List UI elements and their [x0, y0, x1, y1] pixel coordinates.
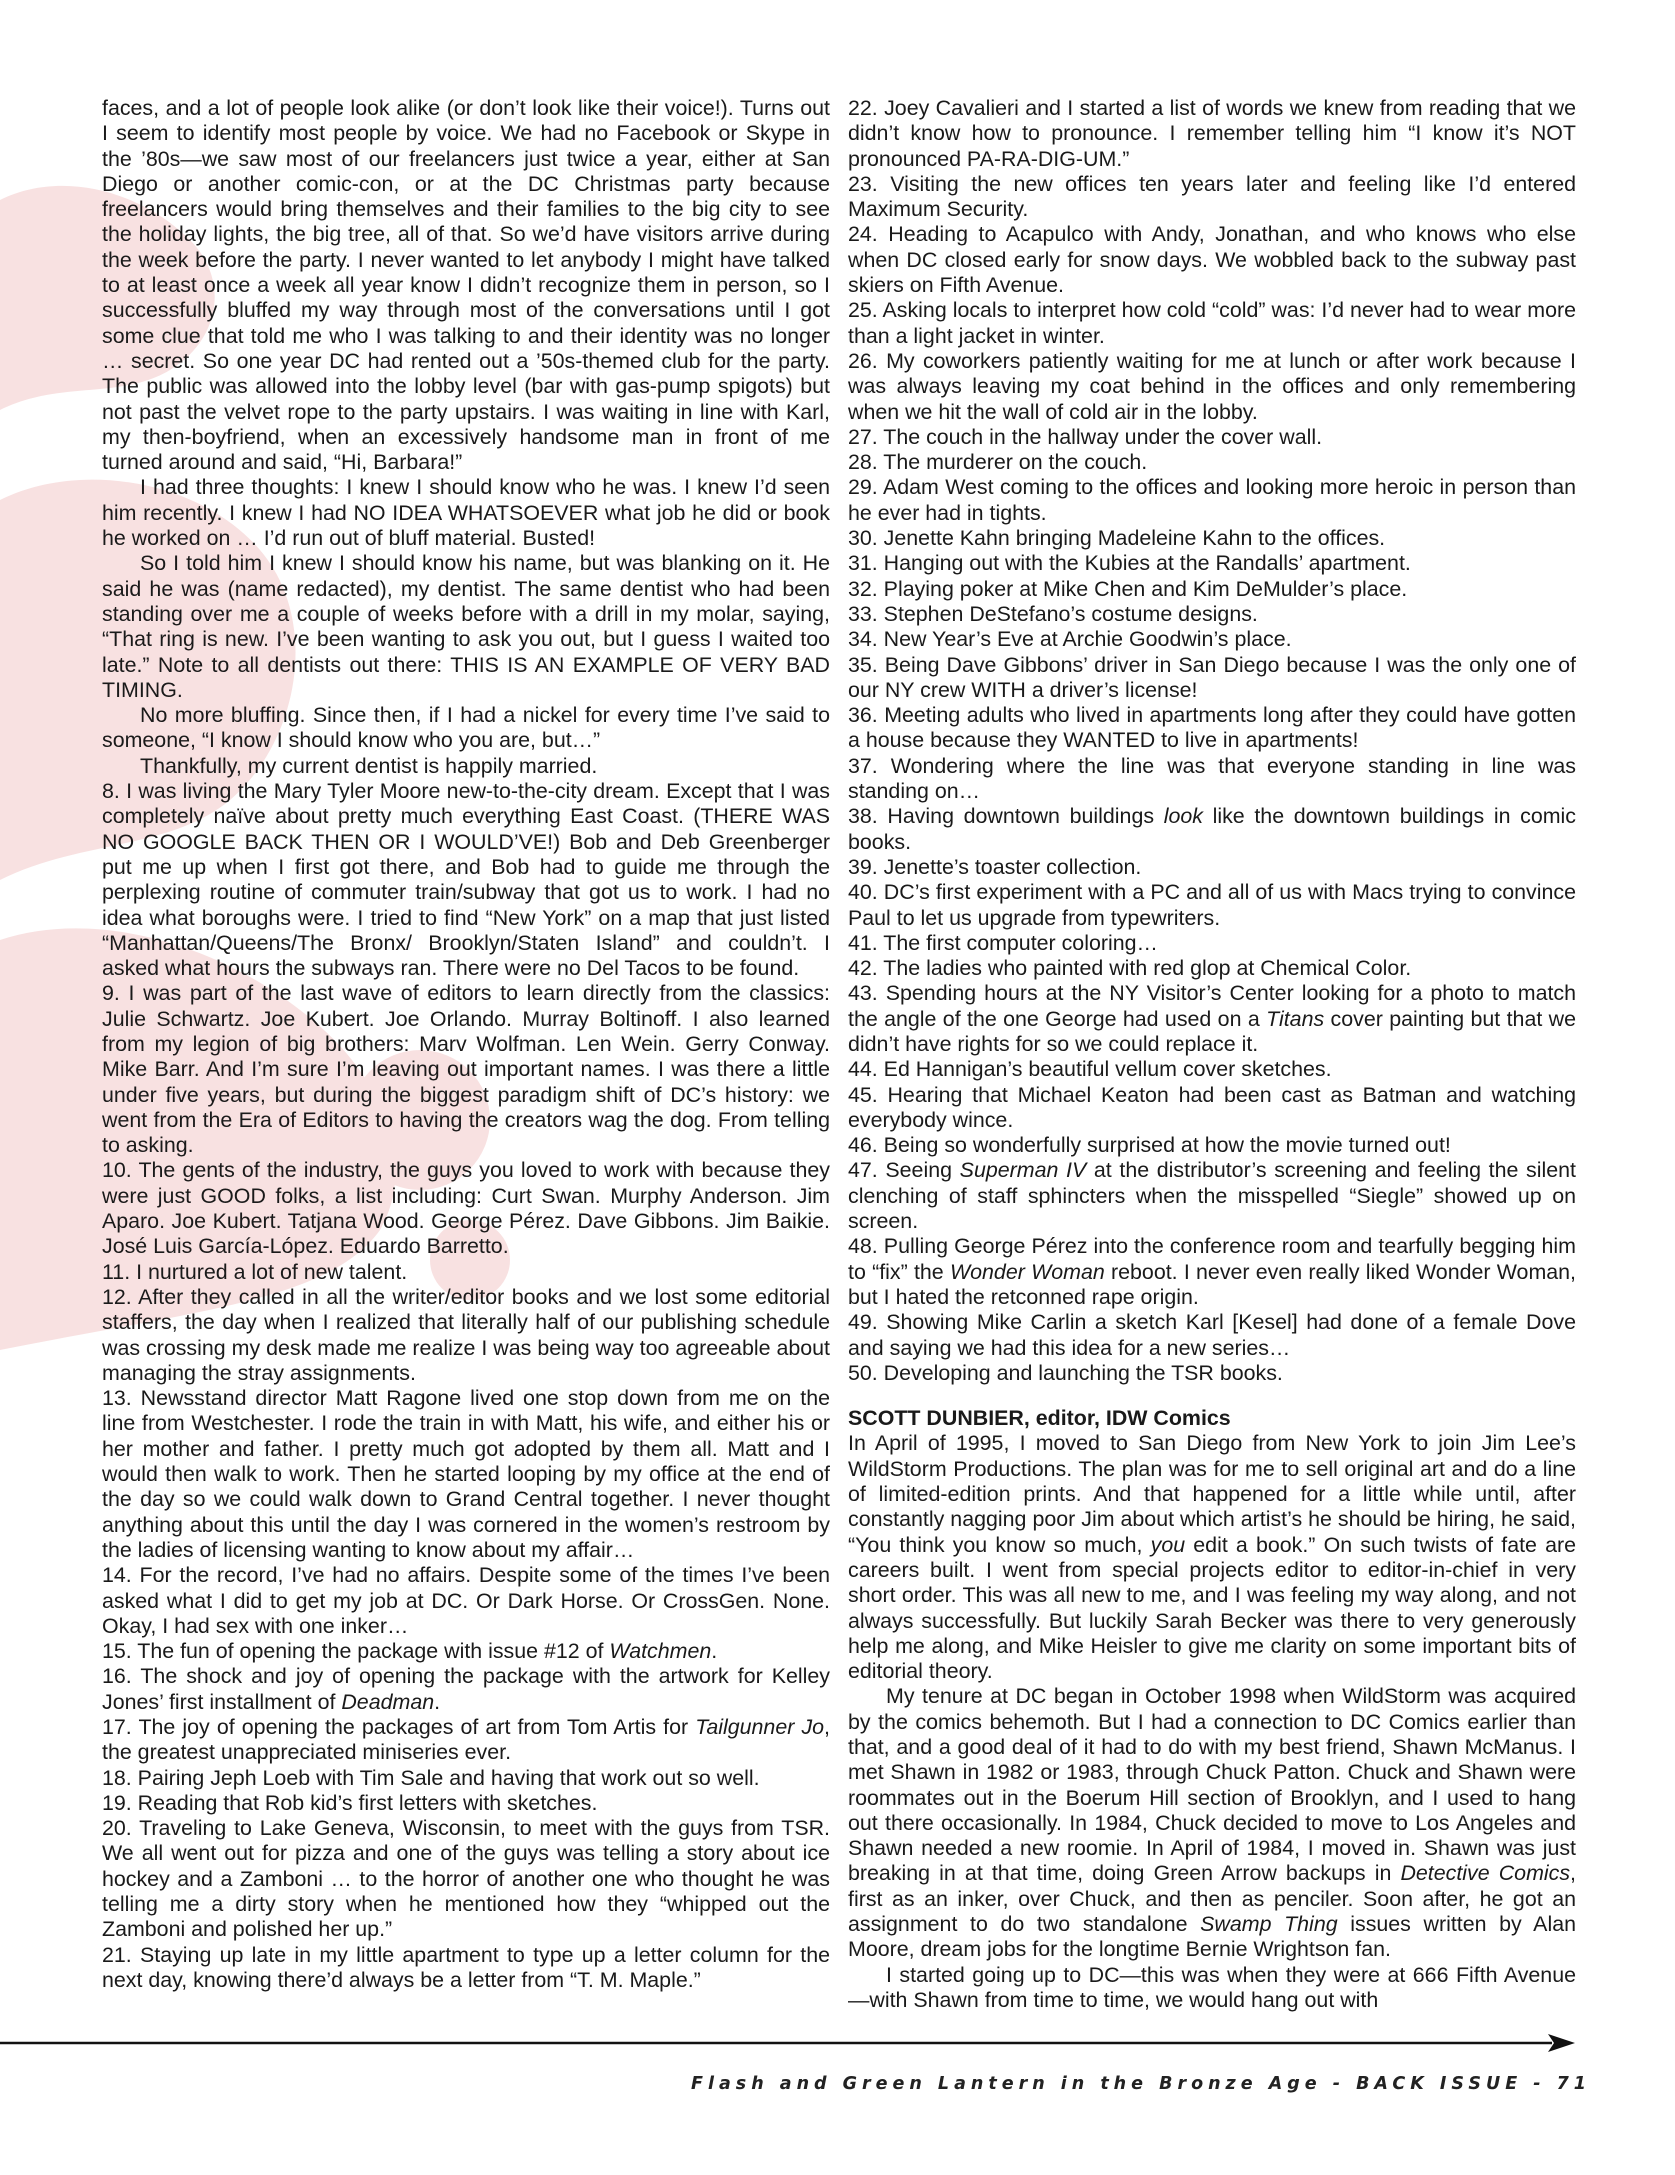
paragraph [102, 1639, 830, 1664]
italic-title: Titans [1266, 1006, 1325, 1031]
paragraph: 42. The ladies who painted with red glop at Chemical Color. [848, 956, 1412, 981]
paragraph: 13. Newsstand director Matt Ragone lived one stop down from me on the line from Westchester. I rode the train in with Matt, his wife, and either his or her mother and father. I pretty much got adopted by them all. Matt and I would then walk to work. Then he started looping by my office at the end of the day so we could walk down to Grand Central together. I never thought anything about this until the day I was cornered in the women’s restroom by the ladies of licensing wanting to know about my affair… [102, 1386, 830, 1562]
text-run: 38. Having downtown buildings [848, 804, 1164, 829]
paragraph: 20. Traveling to Lake Geneva, Wisconsin, to meet with the guys from TSR. We all went out for pizza and one of the guys was telling a story about ice hockey and a Zamboni … to the horror of another one who thought he was telling me a dirty story when he mentioned how they “whipped out the Zamboni and polished her up.” [102, 1816, 830, 1942]
paragraph: 26. My coworkers patiently waiting for me at lunch or after work because I was always leaving my coat behind in the offices and only remembering when we hit the wall of cold air in the lobby. [848, 348, 1576, 424]
text-run: at the distributor’s screening and feeling the silent clenching of staff sphincters when the misspelled “Siegle” showed up on screen. [848, 1158, 1576, 1234]
paragraph: 27. The couch in the hallway under the cover wall. [848, 424, 1323, 449]
paragraph: 23. Visiting the new offices ten years later and feeling like I’d entered Maximum Security. [848, 171, 1576, 222]
paragraph: 34. New Year’s Eve at Archie Goodwin’s place. [848, 627, 1292, 652]
paragraph: faces, and a lot of people look alike (or don’t look like their voice!). Turns out I seem to identify most people by voice. We had no Facebook or Skype in the ’80s—we saw most of our freelancers just twice a year, either at San Diego or another comic-con, or at the DC Christmas party because freelancers would bring themselves and their families to the big city to see the holiday lights, the big tree, all of that. So we’d have visitors arrive during the week before the party. I never wanted to let anybody I might have talked to at least once a week all year know I didn’t recognize them in person, so I successfully bluffed my way through most of the conversations until I got some clue that told me who I was talking to and their identity was no longer … secret. So one year DC had rented out a ’50s-themed club for the party. The public was allowed into the lobby level (bar with gas-pump spigots) but not past the velvet rope to the party upstairs. I was waiting in line with Karl, my then-boyfriend, when an excessively handsome man in front of me turned around and said, “Hi, Barbara!” [102, 96, 830, 475]
paragraph [848, 804, 1576, 855]
paragraph: 30. Jenette Kahn bringing Madeleine Kahn to the offices. [848, 526, 1386, 551]
paragraph: 8. I was living the Mary Tyler Moore new-to-the-city dream. Except that I was completely naïve about pretty much everything East Coast. (THERE WAS NO GOOGLE BACK THEN OR I WOULD’VE!) Bob and Deb Greenberger put me up when I first got there, and Bob had to guide me through the perplexing routine of commuter train/subway that got us to work. I had no idea what boroughs were. I tried to find “New York” on a map that just listed “Manhattan/Queens/The Bronx/ Brooklyn/Staten Island” and couldn’t. I asked what hours the subways ran. There were no Del Tacos to be found. [102, 779, 830, 981]
paragraph: 11. I nurtured a lot of new talent. [102, 1259, 408, 1284]
paragraph [848, 1684, 1576, 1962]
paragraph: 50. Developing and launching the TSR books. [848, 1360, 1283, 1385]
paragraph [102, 1715, 830, 1766]
text-run: 48. Pulling George Pérez into the conference room and tearfully begging him to “fix” the [848, 1234, 1576, 1284]
arrow-head-icon [1548, 2034, 1575, 2052]
paragraph: 39. Jenette’s toaster collection. [848, 854, 1142, 879]
right-column [848, 96, 1576, 2013]
text-run: 43. Spending hours at the NY Visitor’s Center looking for a photo to match the angle of the one George had used on a [848, 981, 1576, 1031]
paragraph: 24. Heading to Acapulco with Andy, Jonathan, and who knows who else when DC closed early for snow days. We wobbled back to the subway past skiers on Fifth Avenue. [848, 222, 1576, 298]
text-run: edit a book.” On such twists of fate are careers built. I went from special projects editor to editor-in-chief in very short order. This was all new to me, and I was feeling my way along, and not always successfully. But luckily Sarah Becker was there to very generously help me along, and Mike Heisler to give me clarity on some important bits of editorial theory. [848, 1532, 1577, 1684]
paragraph: 36. Meeting adults who lived in apartments long after they could have gotten a house because they WANTED to live in apartments! [848, 703, 1576, 753]
paragraph: 12. After they called in all the writer/editor books and we lost some editorial staffers, the day when I realized that literally half of our publishing schedule was crossing my desk made me realize I was being way too agreeable about managing the stray assignments. [102, 1284, 830, 1385]
paragraph: 10. The gents of the industry, the guys you loved to work with because they were just GOOD folks, a list including: Curt Swan. Murphy Anderson. Jim Aparo. Joe Kubert. Tatjana Wood. George Pérez. Dave Gibbons. Jim Baikie. José Luis García-López. Eduardo Barretto. [102, 1158, 830, 1259]
paragraph: I had three thoughts: I knew I should know who he was. I knew I’d seen him recently. I knew I had NO IDEA WHATSOEVER what job he did or book he worked on … I’d run out of bluff material. Busted! [102, 475, 830, 551]
paragraph: 33. Stephen DeStefano’s costume designs. [848, 601, 1258, 626]
italic-title: look [1163, 804, 1203, 829]
paragraph: 46. Being so wonderfully surprised at how the movie turned out! [848, 1133, 1451, 1158]
paragraph [848, 1234, 1576, 1310]
italic-title: Deadman [341, 1689, 435, 1714]
paragraph: I started going up to DC—this was when they were at 666 Fifth Avenue—with Shawn from time to time, we would hang out with [848, 1962, 1576, 2012]
section-heading: SCOTT DUNBIER, editor, IDW Comics [848, 1406, 1231, 1431]
paragraph [848, 1431, 1576, 1684]
italic-title: Wonder Woman [949, 1259, 1105, 1284]
paragraph: 49. Showing Mike Carlin a sketch Karl [Kesel] had done of a female Dove and saying we had this idea for a new series… [848, 1310, 1576, 1360]
text-run: , the greatest unappreciated miniseries ever. [102, 1715, 830, 1765]
paragraph: 37. Wondering where the line was that everyone standing in line was standing on… [848, 753, 1576, 804]
running-footer: Flash and Green Lantern in the Bronze Age - BACK ISSUE - 71 [691, 2074, 1591, 2094]
text-run: like the downtown buildings in comic books. [848, 804, 1576, 854]
footer-rule-arrow [0, 2030, 1575, 2056]
paragraph: 25. Asking locals to interpret how cold “cold” was: I’d never had to wear more than a light jacket in winter. [848, 298, 1576, 348]
italic-title: Detective Comics [1400, 1861, 1571, 1886]
paragraph [848, 1158, 1576, 1234]
paragraph: So I told him I knew I should know his name, but was blanking on it. He said he was (name redacted), my dentist. The same dentist who had been standing over me a couple of weeks before with a drill in my molar, saying, “That ring is new. I’ve been wanting to ask you out, but I guess I waited too late.” Note to all dentists out there: THIS IS AN EXAMPLE OF VERY BAD TIMING. [102, 551, 830, 702]
text-run: issues written by Alan Moore, dream jobs for the longtime Bernie Wrightson fan. [848, 1912, 1576, 1962]
italic-title: Superman IV [959, 1158, 1087, 1183]
paragraph: 28. The murderer on the couch. [848, 450, 1148, 475]
italic-title: you [1150, 1532, 1186, 1557]
text-run: 17. The joy of opening the packages of art from Tom Artis for [102, 1715, 696, 1739]
paragraph: 35. Being Dave Gibbons’ driver in San Diego because I was the only one of our NY crew WITH a driver’s license! [848, 652, 1576, 702]
text-run: 15. The fun of opening the package with issue #12 of [102, 1639, 610, 1664]
paragraph: 44. Ed Hannigan’s beautiful vellum cover sketches. [848, 1057, 1332, 1082]
text-run: reboot. I never even really liked Wonder Woman, but I hated the retconned rape origin. [848, 1259, 1576, 1309]
text-run: , first as an inker, over Chuck, and then as penciler. Soon after, he got an assignment to do two standalone [848, 1861, 1576, 1937]
paragraph [848, 981, 1576, 1057]
paragraph: 19. Reading that Rob kid’s first letters with sketches. [102, 1790, 598, 1815]
paragraph: 14. For the record, I’ve had no affairs. Despite some of the times I’ve been asked what I did to get my job at DC. Or Dark Horse. Or CrossGen. None. Okay, I had sex with one inker… [102, 1563, 830, 1638]
paragraph: 9. I was part of the last wave of editors to learn directly from the classics: Julie Schwartz. Joe Kubert. Joe Orlando. Murray Boltinoff. I also learned from my legion of big brothers: Marv Wolfman. Len Wein. Gerry Conway. Mike Barr. And I’m sure I’m leaving out important names. I was there a little under five years, but during the biggest paradigm shift of DC’s history: we went from the Era of Editors to having the creators wag the dog. From telling to asking. [102, 981, 830, 1158]
paragraph: 29. Adam West coming to the offices and looking more heroic in person than he ever had in tights. [848, 475, 1576, 525]
text-run: My tenure at DC began in October 1998 when WildStorm was acquired by the comics behemoth. But I had a connection to DC Comics earlier than that, and a good deal of it had to do with my best friend, Shawn McManus. I met Shawn in 1982 or 1983, through Chuck Patton. Chuck and Shawn were roommates out in the Boerum Hill section of Brooklyn, and I used to hang out there occasionally. In 1984, Chuck decided to move to Los Angeles and Shawn needed a new roomie. In April of 1984, I moved in. Shawn was just breaking in at that time, doing Green Arrow backups in [848, 1684, 1576, 1886]
italic-title: Tailgunner Jo [695, 1715, 825, 1739]
paragraph: 45. Hearing that Michael Keaton had been cast as Batman and watching everybody wince. [848, 1082, 1576, 1132]
paragraph: 40. DC’s first experiment with a PC and all of us with Macs trying to convince Paul to let us upgrade from typewriters. [848, 880, 1576, 930]
italic-title: Swamp Thing [1200, 1912, 1338, 1937]
paragraph: 32. Playing poker at Mike Chen and Kim DeMulder’s place. [848, 576, 1408, 601]
text-run: . [434, 1689, 441, 1714]
text-run: 47. Seeing [848, 1158, 960, 1183]
text-run: . [711, 1639, 718, 1664]
left-column [102, 96, 830, 1993]
paragraph [102, 1664, 830, 1715]
paragraph: No more bluffing. Since then, if I had a nickel for every time I’ve said to someone, “I know I should know who you are, but…” [102, 703, 830, 753]
text-run: 16. The shock and joy of opening the package with the artwork for Kelley Jones’ first installment of [102, 1664, 830, 1714]
paragraph: 21. Staying up late in my little apartment to type up a letter column for the next day, knowing there’d always be a letter from “T. M. Maple.” [102, 1942, 830, 1992]
paragraph: 18. Pairing Jeph Loeb with Tim Sale and having that work out so well. [102, 1765, 760, 1790]
text-run: In April of 1995, I moved to San Diego from New York to join Jim Lee’s WildStorm Productions. The plan was for me to sell original art and do a line of limited-edition prints. And that happened for a little while until, after constantly nagging poor Jim about which artist’s he should be hiring, he said, “You think you know so much, [848, 1431, 1576, 1557]
paragraph: Thankfully, my current dentist is happily married. [140, 753, 598, 778]
paragraph: 22. Joey Cavalieri and I started a list of words we knew from reading that we didn’t know how to pronounce. I remember telling him “I know it’s NOT pronounced PA-RA-DIG-UM.” [848, 96, 1576, 171]
italic-title: Watchmen [609, 1639, 712, 1664]
text-run: cover painting but that we didn’t have rights for so we could replace it. [848, 1006, 1576, 1056]
paragraph: 41. The first computer coloring… [848, 930, 1158, 955]
paragraph: 31. Hanging out with the Kubies at the Randalls’ apartment. [848, 551, 1411, 576]
